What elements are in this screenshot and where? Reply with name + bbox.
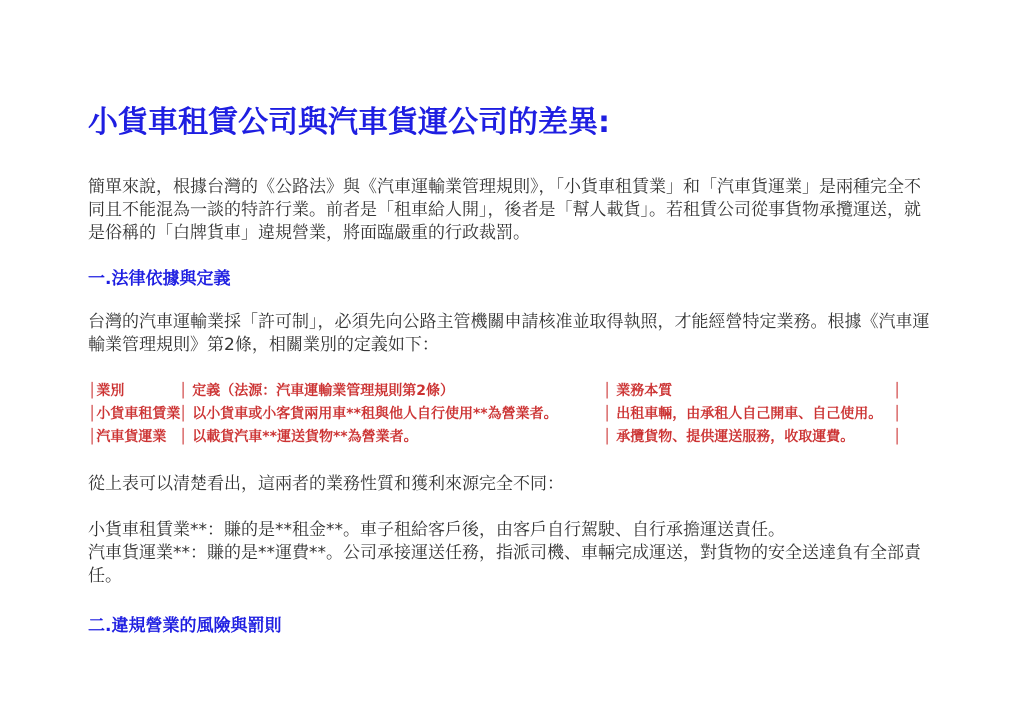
comparison-paragraph xyxy=(88,519,964,588)
freight-comparison-line-wrap: 任。 xyxy=(88,566,122,586)
paragraph-line: 台灣的汽車運輸業採「許可制」，必須先向公路主管機關申請核准並取得執照，才能經營特定業務。根據《汽車運 xyxy=(88,312,930,332)
table-cell-end-pipe: │ xyxy=(893,429,902,445)
section-1-heading: 一.法律依據與定義 xyxy=(88,269,231,289)
table-row-rental xyxy=(88,403,964,426)
paragraph-line: 從上表可以清楚看出，這兩者的業務性質和獲利來源完全不同： xyxy=(88,474,564,494)
table-cell-definition: │ 以載貨汽車**運送貨物**為營業者。 xyxy=(179,429,418,445)
table-cell-end-pipe: │ xyxy=(893,383,902,399)
table-cell-category: │小貨車租賃業 xyxy=(88,406,181,422)
table-cell-end-pipe: │ xyxy=(893,406,902,422)
licensing-paragraph xyxy=(88,311,964,357)
paragraph-line: 輸業管理規則》第2條，相關業別的定義如下： xyxy=(88,335,439,355)
definition-table xyxy=(88,380,964,449)
paragraph-line: 同且不能混為一談的特許行業。前者是「租車給人開」，後者是「幫人載貨」。若租賃公司從事貨物承攬運送，就 xyxy=(88,200,921,220)
table-cell-nature: │ 業務本質 xyxy=(603,383,673,399)
table-cell-definition: │ 以小貨車或小客貨兩用車**租與他人自行使用**為營業者。 xyxy=(179,406,558,422)
table-cell-category: │汽車貨運業 xyxy=(88,429,167,445)
paragraph-line: 簡單來說，根據台灣的《公路法》與《汽車運輸業管理規則》，「小貨車租賃業」和「汽車貨運業」是兩種完全不 xyxy=(88,177,921,197)
rental-comparison-line: 小貨車租賃業**：賺的是**租金**。車子租給客戶後，由客戶自行駕駛、自行承擔運送責任。 xyxy=(88,520,785,540)
freight-comparison-line: 汽車貨運業**：賺的是**運費**。公司承接運送任務，指派司機、車輛完成運送，對貨物的安全送達負有全部責 xyxy=(88,543,921,563)
table-cell-definition: │ 定義（法源：汽車運輸業管理規則第2條） xyxy=(179,383,455,399)
page-title: 小貨車租賃公司與汽車貨運公司的差異: xyxy=(88,105,610,140)
table-header-row xyxy=(88,380,964,403)
intro-paragraph xyxy=(88,176,964,245)
table-cell-category: │業別 xyxy=(88,383,125,399)
section-2-heading: 二.違規營業的風險與罰則 xyxy=(88,616,282,636)
table-summary-paragraph xyxy=(88,473,964,496)
paragraph-line: 是俗稱的「白牌貨車」違規營業，將面臨嚴重的行政裁罰。 xyxy=(88,223,530,243)
table-cell-nature: │ 出租車輛，由承租人自己開車、自己使用。 xyxy=(603,406,883,422)
table-cell-nature: │ 承攬貨物、提供運送服務，收取運費。 xyxy=(603,429,855,445)
table-row-freight xyxy=(88,426,964,449)
